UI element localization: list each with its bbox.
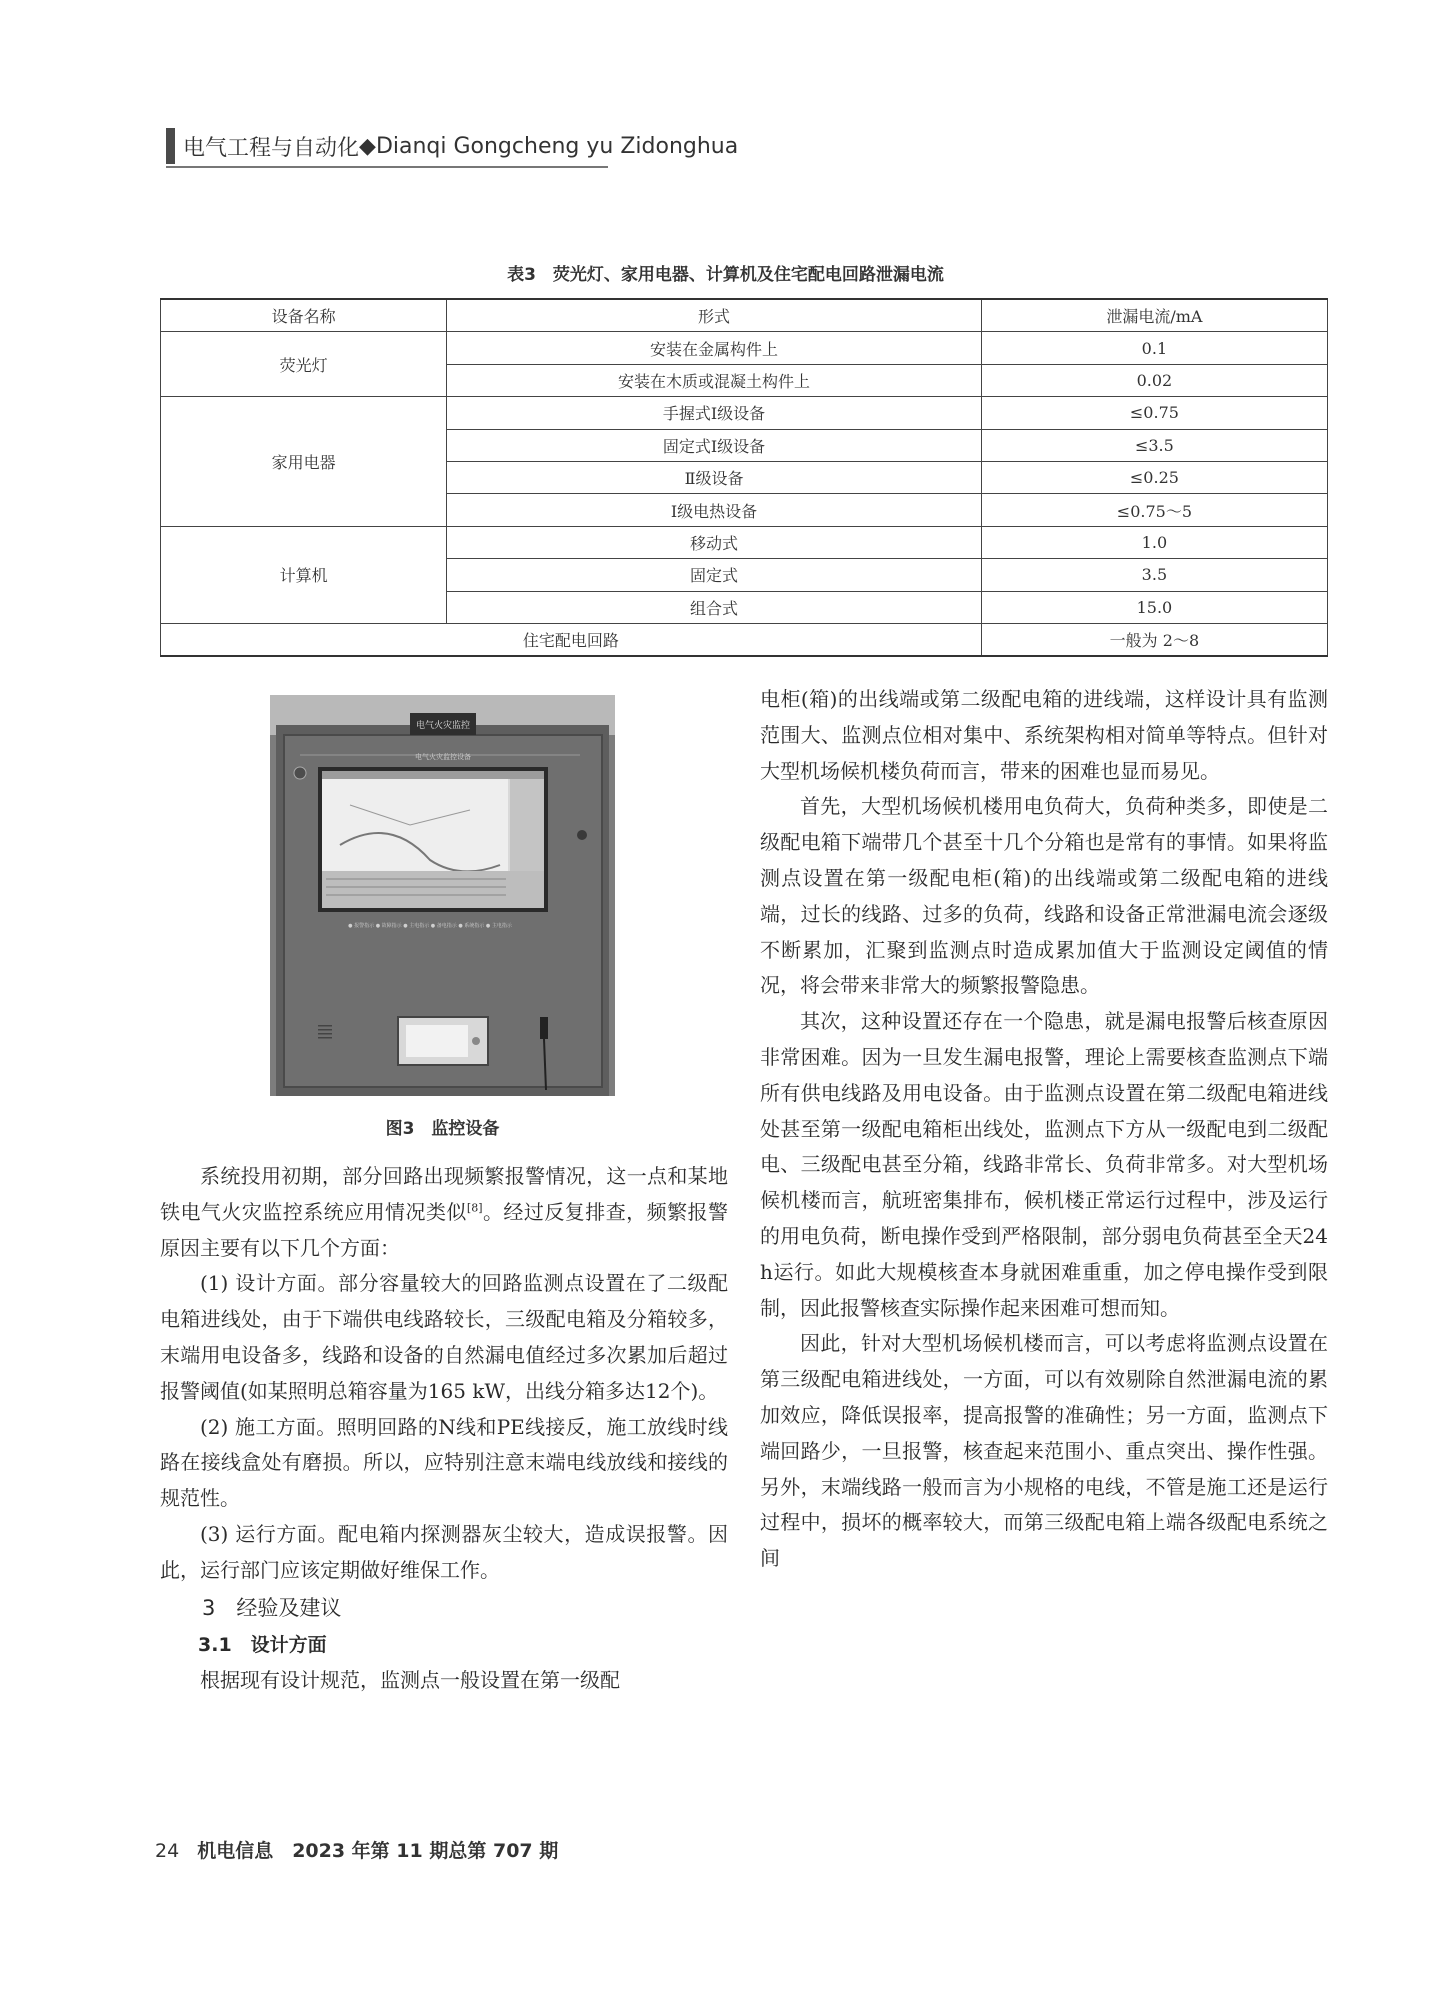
device-panel-title: 电气火灾监控设备 <box>415 753 471 761</box>
col-header-leakage: 泄漏电流/mA <box>981 299 1327 332</box>
page-number: 24 <box>155 1840 180 1862</box>
value-cell: 0.02 <box>981 364 1327 396</box>
header-rule <box>166 166 608 168</box>
paragraph-text: 。经过反复排查，频繁报警原因主要有以下几个方面： <box>160 1199 729 1260</box>
form-cell: 组合式 <box>447 591 982 623</box>
col-header-device: 设备名称 <box>161 299 447 332</box>
header-journal-pinyin: Dianqi Gongcheng yu Zidonghua <box>375 133 739 159</box>
paragraph-text: 系统投用初期，部分回路出现频繁报警情况，这一点和某地铁电气火灾监控系统应用情况类似 <box>160 1164 728 1224</box>
group-name: 计算机 <box>161 526 447 623</box>
subsection-heading: 3.1 设计方面 <box>198 1633 327 1656</box>
col-header-form: 形式 <box>447 299 982 332</box>
table-row <box>161 526 1328 558</box>
paragraph: 首先，大型机场候机楼用电负荷大，负荷种类多，即使是二级配电箱下端带几个甚至十几个分箱也是常有的事情。如果将监测点设置在第一级配电柜(箱)的出线端或第二级配电箱的进线端，过长的线路、过多的负荷，线路和设备正常泄漏电流会逐级不断累加，汇聚到监测点时造成累加值大于监测设定阈值的情况，将会带来非常大的频繁报警隐患。 <box>760 794 1328 998</box>
paragraph: 根据现有设计规范，监测点一般设置在第一级配 <box>200 1667 620 1692</box>
value-cell: ≤3.5 <box>981 429 1327 461</box>
value-cell: ≤0.25 <box>981 461 1327 493</box>
group-name: 家用电器 <box>161 397 447 527</box>
paragraph: (1) 设计方面。部分容量较大的回路监测点设置在了二级配电箱进线处，由于下端供电线路较长，三级配电箱及分箱较多，末端用电设备多，线路和设备的自然漏电值经过多次累加后超过报警阈值(如某照明总箱容量为165 kW，出线分箱多达12个)。 <box>160 1271 728 1403</box>
paragraph <box>160 1159 728 1266</box>
header-journal-cn: 电气工程与自动化 <box>183 135 360 161</box>
value-cell: 1.0 <box>981 526 1327 558</box>
paragraph: 因此，针对大型机场候机楼而言，可以考虑将监测点设置在第三级配电箱进线处，一方面，可以有效剔除自然泄漏电流的累加效应，降低误报率，提高报警的准确性；另一方面，监测点下端回路少，一旦报警，核查起来范围小、重点突出、操作性强。另外，末端线路一般而言为小规格的电线，不管是施工还是运行过程中，损坏的概率较大，而第三级配电箱上端各级配电系统之间 <box>760 1331 1328 1571</box>
citation: [8] <box>466 1201 483 1215</box>
form-cell: 固定式 <box>447 559 982 591</box>
form-cell: 手握式Ⅰ级设备 <box>447 397 982 429</box>
section-heading: 3 经验及建议 <box>202 1595 342 1620</box>
page-footer <box>155 1836 558 1863</box>
table-caption: 表3 荧光灯、家用电器、计算机及住宅配电回路泄漏电流 <box>507 265 944 285</box>
form-cell: 安装在木质或混凝土构件上 <box>447 364 982 396</box>
value-cell: ≤0.75 <box>981 397 1327 429</box>
paragraph: (2) 施工方面。照明回路的N线和PE线接反，施工放线时线路在接线盒处有磨损。所以，应特别注意末端电线放线和接线的规范性。 <box>160 1414 728 1511</box>
group-name: 住宅配电回路 <box>161 623 982 656</box>
footer-journal: 机电信息 2023 年第 11 期总第 707 期 <box>197 1840 559 1862</box>
device-sign: 电气火灾监控 <box>415 721 471 731</box>
form-cell: Ⅱ级设备 <box>447 461 982 493</box>
monitoring-device-photo <box>270 695 615 1096</box>
left-column <box>160 1159 728 1698</box>
form-cell: 移动式 <box>447 526 982 558</box>
figure-caption: 图3 监控设备 <box>385 1119 500 1139</box>
table-row <box>161 397 1328 429</box>
form-cell: Ⅰ级电热设备 <box>447 494 982 526</box>
value-cell: 3.5 <box>981 559 1327 591</box>
running-header <box>166 128 738 164</box>
value-cell: 0.1 <box>981 332 1327 364</box>
table-row <box>161 623 1328 656</box>
value-cell: ≤0.75～5 <box>981 494 1327 526</box>
header-bar <box>166 128 175 164</box>
monitoring-device-illustration <box>270 695 615 1096</box>
paragraph: 其次，这种设置还存在一个隐患，就是漏电报警后核查原因非常困难。因为一旦发生漏电报警，理论上需要核查监测点下端所有供电线路及用电设备。由于监测点设置在第二级配电箱进线处甚至第一级配电箱柜出线处，监测点下方从一级配电到二级配电、三级配电甚至分箱，线路非常长、负荷非常多。对大型机场候机楼而言，航班密集排布，候机楼正常运行过程中，涉及运行的用电负荷，断电操作受到严格限制，部分弱电负荷甚至全天24 h运行。如此大规模核查本身就困难重重，加之停电操作受到限制，因此报警核查实际操作起来困难可想而知。 <box>760 1009 1328 1320</box>
table-header-row <box>161 299 1328 332</box>
form-cell: 固定式Ⅰ级设备 <box>447 429 982 461</box>
value-cell: 一般为 2～8 <box>981 623 1327 656</box>
paragraph: (3) 运行方面。配电箱内探测器灰尘较大，造成误报警。因此，运行部门应该定期做好维保工作。 <box>160 1521 728 1582</box>
paragraph: 电柜(箱)的出线端或第二级配电箱的进线端，这样设计具有监测范围大、监测点位相对集中、系统架构相对简单等特点。但针对大型机场候机楼负荷而言，带来的困难也显而易见。 <box>760 687 1328 783</box>
device-status-labels: ● 报警指示 ● 故障指示 ● 主电指示 ● 备电指示 ● 系统指示 ● 主电指示 <box>348 923 512 929</box>
right-column <box>760 682 1328 1577</box>
group-name: 荧光灯 <box>161 332 447 397</box>
value-cell: 15.0 <box>981 591 1327 623</box>
leakage-table <box>160 298 1328 657</box>
table-row <box>161 332 1328 364</box>
form-cell: 安装在金属构件上 <box>447 332 982 364</box>
header-separator: ◆ <box>359 133 376 159</box>
